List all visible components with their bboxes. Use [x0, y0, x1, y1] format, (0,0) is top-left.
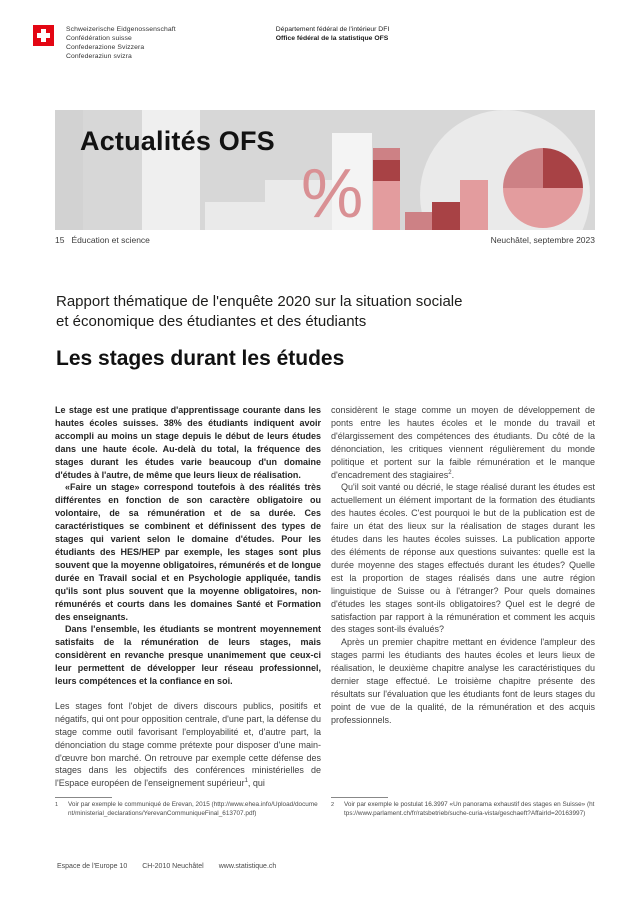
report-subtitle-line2: et économique des étudiantes et des étudiants	[56, 312, 367, 330]
series-meta-row	[55, 235, 595, 245]
page-title: Les stages durant les études	[56, 347, 345, 370]
swiss-flag-icon	[33, 25, 54, 46]
confederation-name-it: Confederazione Svizzera	[66, 44, 145, 51]
footnote-marker: 2	[331, 802, 335, 808]
footer-address: Espace de l'Europe 10	[57, 863, 128, 870]
page-footer	[57, 863, 291, 870]
footnote-rule	[331, 797, 388, 798]
bar-segment-rose	[373, 148, 400, 160]
place-date: Neuchâtel, septembre 2023	[490, 235, 595, 245]
series-label: Éducation et science	[71, 235, 150, 245]
confederation-name-fr: Confédération suisse	[66, 35, 132, 42]
stacked-bar-decoration	[373, 148, 400, 230]
percent-sign-decoration: %	[301, 154, 364, 230]
banner-step-decoration	[205, 202, 265, 230]
confederation-names	[66, 25, 176, 61]
bar-segment-light	[373, 181, 400, 230]
footnote-1	[55, 797, 321, 819]
series-number: 15	[55, 235, 65, 245]
banner-title: Actualités OFS	[80, 126, 275, 156]
footnote-ref-1: 1	[244, 778, 248, 785]
body-column-left	[55, 404, 321, 790]
footnote-text: Voir par exemple le communiqué de Erevan, 2015 (http://www.ehea.info/Upload/document/ministerial_declarations/YerevanCommuniqueFinal_613707.pdf)	[68, 801, 318, 817]
report-subtitle	[56, 292, 596, 331]
body-paragraph: Après un premier chapitre mettant en évidence l'ampleur des stages parmi les étudiants des hautes écoles et leurs lieux de réalisation, le deuxième chapitre analyse les caractéristiques du dernier stage effectué. Le troisième chapitre présente des résultats sur l'évaluation que les étudiants font de leurs stages du point de vue de la qualité, de la rémunération et des acquis professionnels.	[331, 637, 595, 725]
paragraph-text: .	[451, 469, 455, 480]
lead-paragraph: «Faire un stage» correspond toutefois à des réalités très différentes en fonction de son caractère obligatoire ou volontaire, de sa rémunération et de sa durée. Ces caractéristiques se combinent et définissent des types de stages qui varient selon le domaine d'études. Pour les étudiants des HES/HEP par exemple, les stages sont plus souvent que la moyenne obligatoires, rémunérés et de longue durée en Travail social et en Psychologie appliquée, tandis qu'ils sont plus souvent que la moyenne obligatoires, non-rémunérés et courts dans les domaines Santé et Formation des enseignants.	[55, 482, 321, 622]
office-name: Office fédéral de la statistique OFS	[275, 35, 389, 42]
confederation-name-rm: Confederaziun svizra	[66, 53, 132, 60]
title-block	[56, 292, 596, 371]
series-info	[55, 235, 150, 245]
pie-chart-decoration	[503, 148, 583, 228]
footnote-text: Voir par exemple le postulat 16.3997 «Un panorama exhaustif des stages en Suisse» (https://www.parlament.ch/fr/ratsbetrieb/suche-curia-vista/geschaeft?AffairId=20163997)	[344, 801, 595, 817]
department-name: Département fédéral de l'intérieur DFI	[275, 26, 390, 33]
body-paragraph	[55, 700, 321, 790]
bar-decoration	[405, 212, 432, 230]
paragraph-text: Les stages font l'objet de divers discours publics, positifs et négatifs, qui ont pour opposition centrale, d'une part, la défense du stage comme outil favorisant l'employabilité et, d'autre part, la dénonciation du stage comme prétexte pour disposer d'une main-d'œuvre bon marché. On retrouve par exemple cette défense des stages dans les objectifs des conférences ministérielles de l'Espace européen de l'enseignement supérieur	[55, 700, 321, 789]
footer-city: CH-2010 Neuchâtel	[142, 863, 204, 870]
footnote-2	[331, 797, 595, 819]
lead-paragraph: Dans l'ensemble, les étudiants se montrent moyennement satisfaits de la rémunération de leurs stages, mais considèrent en revanche presque unanimement que ceux-ci leur permettent de développer leur réseau professionnel, leurs compétences et la confiance en soi.	[55, 624, 321, 687]
swiss-cross-horizontal	[37, 33, 50, 38]
body-paragraph: Qu'il soit vanté ou décrié, le stage réalisé durant les études est actuellement un élément important de la formation des étudiants des hautes écoles. C'est pourquoi le but de la publication est de faire un état des lieux sur la réalisation de stages durant les études dans les hautes écoles suisses. La publication apporte des éléments de réponse aux questions suivantes: quelle est la durée moyenne des stages effectués durant les études? Quelle est la proportion de stages réalisés dans une autre région linguistique de Suisse ou à l'étranger? Pour quels domaines d'études les stages sont-ils obligatoires? Quel est le degré de satisfaction par rapport à la rémunération et comment les acquis des stages sont-ils évalués?	[331, 482, 595, 635]
bar-segment-dark	[373, 160, 400, 181]
banner-stripe-decoration	[55, 110, 83, 230]
lead-paragraph: Le stage est une pratique d'apprentissage courante dans les hautes écoles suisses. 38% des étudiants indiquent avoir accompli au moins un stage depuis le début de leurs études dans une haute école. Au-delà du total, la fréquence des stages durant les études varie beaucoup d'un domaine d'études à l'autre, de même que leurs lieux de réalisation.	[55, 405, 321, 480]
paragraph-text: considèrent le stage comme un moyen de développement de ponts entre les hautes écoles et le monde du travail et d'élargissement des compétences des étudiants. Du côté de la dénonciation, les critiques viennent régulièrement du monde politique et portent sur la faible rémunération et le manque d'encadrement des stagiaires	[331, 405, 595, 480]
paragraph-text: , qui	[247, 778, 265, 789]
report-subtitle-line1: Rapport thématique de l'enquête 2020 sur la situation sociale	[56, 293, 463, 310]
footnote-ref-2: 2	[448, 469, 452, 476]
body-paragraph	[331, 404, 595, 481]
body-column-right	[331, 404, 595, 727]
footer-website-link[interactable]: www.statistique.ch	[218, 863, 277, 870]
bar-decoration	[460, 180, 488, 230]
footnote-rule	[55, 797, 112, 798]
bar-decoration	[432, 202, 460, 230]
department-block	[276, 25, 390, 61]
actualites-banner	[55, 110, 595, 230]
confederation-name-de: Schweizerische Eidgenossenschaft	[66, 26, 176, 33]
footnote-marker: 1	[55, 802, 59, 808]
federal-header	[33, 25, 389, 61]
